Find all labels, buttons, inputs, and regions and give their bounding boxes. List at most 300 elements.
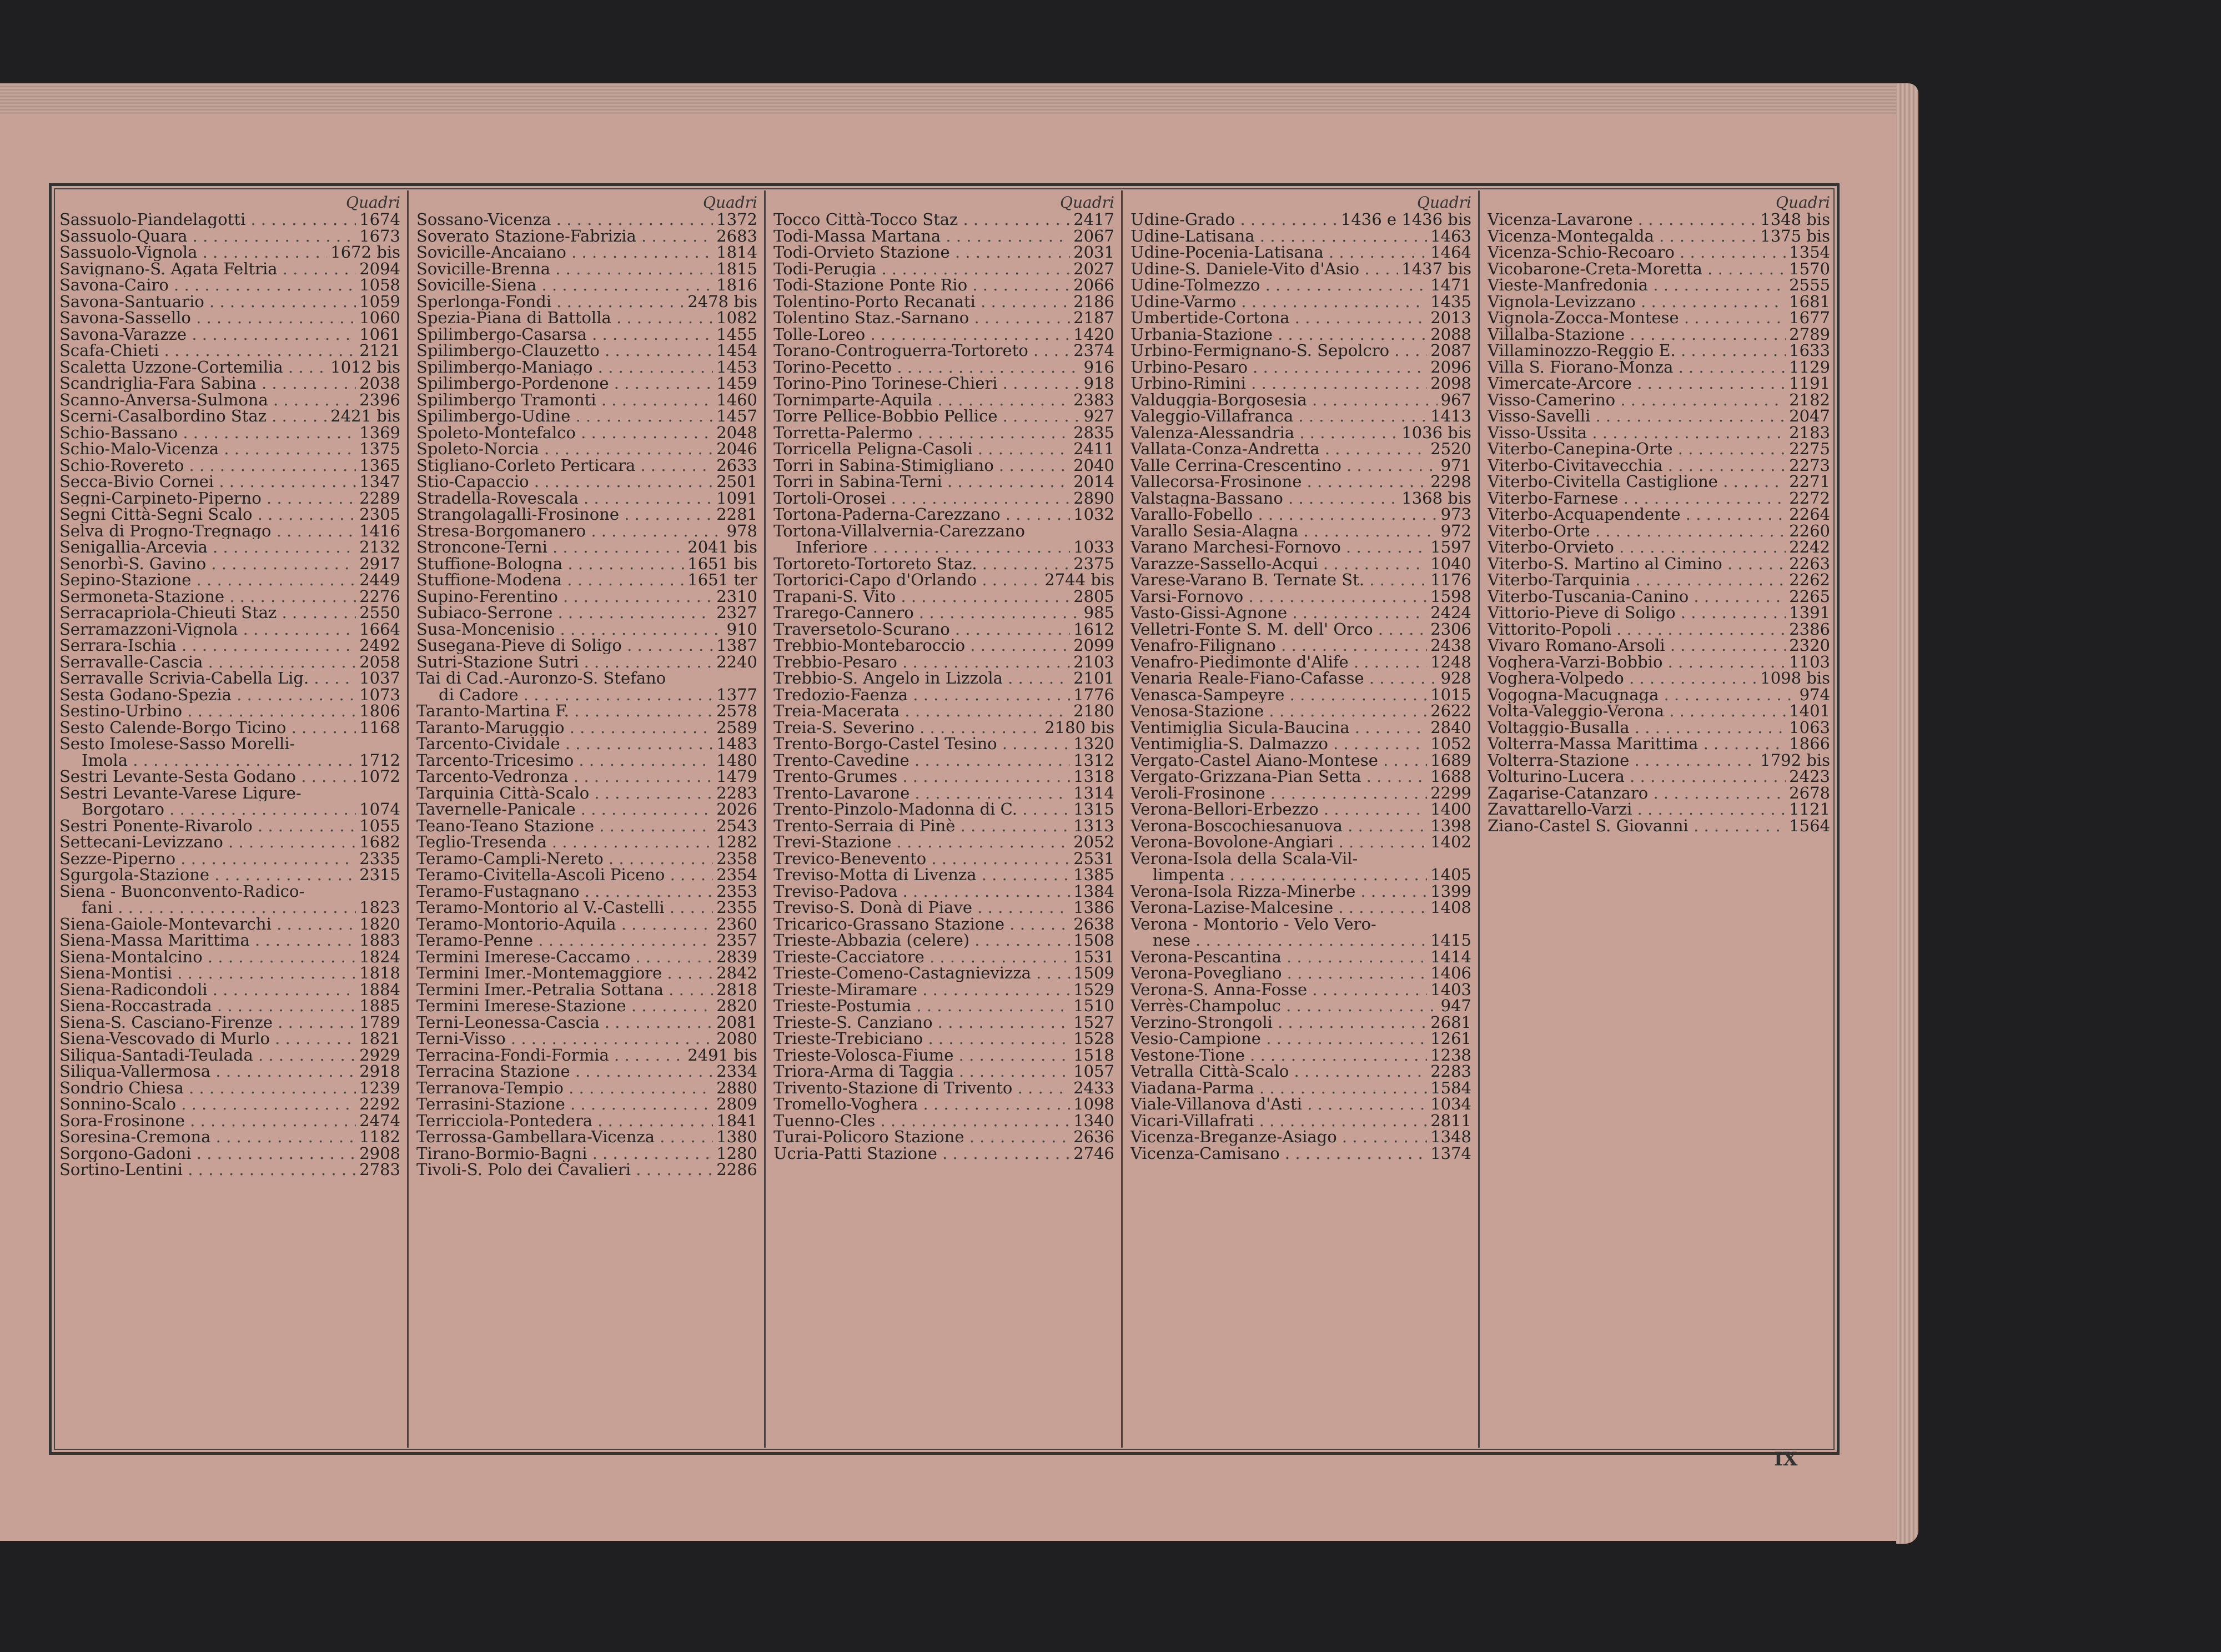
route-name: Vicenza-Schio-Recoaro . . . [1488,244,1786,261]
table-number: 1815 [716,259,757,278]
table-number: 1776 [1073,685,1114,704]
route-name: Vesio-Campione . . . [1130,1031,1427,1047]
route-name: Selva di Progno-Tregnago . . . [59,523,356,540]
route-name: Viterbo-Tuscania-Canino . . . [1488,589,1786,605]
route-name: Spilimbergo-Clauzetto . . . [416,343,713,359]
index-entry [59,408,400,425]
index-entry [1130,785,1471,802]
table-number: 2638 [1073,914,1114,933]
index-entry [773,408,1114,425]
index-entry [416,900,757,916]
column-header: Quadri [1417,193,1471,212]
table-number: 1318 [1073,767,1114,786]
route-name: Sutri-Stazione Sutri . . . [416,654,713,671]
table-number: 1103 [1789,652,1830,671]
index-entry [1488,818,1830,835]
route-name: Sesto Calende-Borgo Ticino . . . [59,720,356,736]
table-number: 1688 [1430,767,1471,786]
index-entry [1130,637,1471,654]
table-number: 1280 [716,1143,757,1163]
route-name: Venafro-Piedimonte d'Alife . . . [1130,654,1427,671]
route-name: Tortona-Villalvernia-Carezzano [773,523,1025,539]
route-name: Savona-Varazze . . . [59,327,356,343]
entry-list [59,212,400,1178]
index-entry [59,687,400,704]
table-number: 973 [1440,505,1471,524]
table-number: 1518 [1073,1045,1114,1064]
route-name: Torri in Sabina-Terni . . . [773,474,1070,490]
table-number: 2355 [716,898,757,917]
route-name: Tortoli-Orosei . . . [773,490,1070,507]
index-entry [1488,408,1830,425]
entry-list [773,212,1114,1162]
table-number: 1454 [716,341,757,360]
column-header: Quadri [346,193,400,212]
table-number: 2449 [359,570,400,589]
table-number: 928 [1440,669,1471,687]
route-name: Vestone-Tione . . . [1130,1047,1427,1064]
index-entry [773,949,1114,966]
route-name: Verona-Isola della Scala-Vil- [1130,850,1358,867]
index-column-5 [1480,190,1837,1448]
route-name: Tredozio-Faenza . . . [773,687,1070,704]
route-name: Scaletta Uzzone-Cortemilia . . . [59,359,327,376]
route-name: Serracapriola-Chieuti Staz . . . [59,605,356,621]
table-number: 1460 [716,390,757,409]
route-name: Treviso-Padova . . . [773,883,1070,900]
table-number: 2839 [716,947,757,966]
table-number: 1480 [716,750,757,770]
table-number: 1471 [1430,275,1471,294]
table-number: 918 [1083,374,1114,393]
index-entry [1130,851,1471,867]
index-entry [416,670,757,687]
route-name: Siena-Montisi . . . [59,965,356,982]
index-entry [1130,932,1471,949]
route-name: Trapani-S. Vito . . . [773,589,1070,605]
route-name: Senigallia-Arcevia . . . [59,539,356,556]
route-name: Trevico-Benevento . . . [773,851,1070,867]
index-entry [1130,441,1471,458]
table-number: 2360 [716,914,757,933]
route-name: Trebbio-Pesaro . . . [773,654,1070,671]
table-number: 1651 ter [687,570,757,589]
table-number: 1385 [1073,865,1114,884]
route-name: Viterbo-Orte . . . [1488,523,1786,540]
table-number: 974 [1799,685,1830,704]
table-number: 1673 [359,226,400,245]
index-entry [1488,425,1830,441]
table-number: 1313 [1073,816,1114,835]
route-name: Segni-Carpineto-Piperno . . . [59,490,356,507]
index-entry [1130,1031,1471,1047]
index-entry [1488,572,1830,589]
route-name: Trieste-Comeno-Castagnievizza . . . [773,965,1070,982]
route-name: Inferiore . . . [773,539,1070,556]
index-entry [59,736,400,752]
route-name: Spilimbergo-Casarsa . . . [416,327,713,343]
index-entry [416,1012,757,1032]
table-number: 2890 [1073,488,1114,508]
index-entry [416,490,757,507]
route-name: Vasto-Gissi-Agnone . . . [1130,605,1427,621]
table-number: 2273 [1789,455,1830,475]
route-name: Villalba-Stazione . . . [1488,327,1786,343]
timetable-index-frame [49,183,1840,1455]
route-name: Vogogna-Macugnaga . . . [1488,687,1796,704]
route-name: Triora-Arma di Taggia . . . [773,1063,1070,1080]
route-name: Secca-Bivio Cornei . . . [59,474,356,490]
table-number: 1598 [1430,586,1471,606]
table-number: 1401 [1789,701,1830,720]
index-entry [416,392,757,409]
index-entry [59,932,400,949]
table-number: 1816 [716,275,757,294]
table-number: 2353 [716,881,757,901]
index-entry [1488,294,1830,310]
index-entry [773,687,1114,704]
index-entry [59,375,400,392]
table-number: 2066 [1073,275,1114,294]
index-entry [416,801,757,818]
index-entry [1488,324,1830,344]
route-name: Teramo-Montorio al V.-Castelli . . . [416,900,713,916]
index-entry [1130,717,1471,737]
route-name: Trieste-Cacciatore . . . [773,949,1070,966]
table-number: 2080 [716,1029,757,1048]
table-number: 2917 [359,554,400,573]
table-number: 1063 [1789,717,1830,737]
index-entry [416,506,757,523]
route-name: Sezze-Piperno . . . [59,851,356,867]
route-name: Spoleto-Montefalco . . . [416,425,713,441]
route-name: Teramo-Civitella-Ascoli Piceno . . . [416,867,713,883]
route-name: Torricella Peligna-Casoli . . . [773,441,1070,458]
index-entry [773,932,1114,949]
index-entry [773,621,1114,638]
index-entry [59,818,400,835]
index-entry [416,244,757,261]
route-name: Vieste-Manfredonia . . . [1488,277,1786,294]
index-entry [1130,703,1471,720]
route-name: Vicenza-Montegalda . . . [1488,228,1757,245]
route-name: Udine-Grado . . . [1130,212,1338,228]
route-name: Tolentino-Porto Recanati . . . [773,294,1070,310]
table-number: 1413 [1430,406,1471,425]
route-name: Termini Imerese-Caccamo . . . [416,949,713,966]
index-entry [1488,717,1830,737]
table-number: 1883 [359,931,400,950]
entry-list [1130,212,1471,1162]
route-name: Trento-Lavarone . . . [773,785,1070,802]
route-name: Sgurgola-Stazione . . . [59,867,356,883]
index-entry [773,848,1114,868]
route-name: Vivaro Romano-Arsoli . . . [1488,637,1786,654]
index-entry [1130,212,1471,228]
table-number: 2058 [359,652,400,671]
table-number: 2027 [1073,259,1114,278]
index-entry [773,752,1114,769]
index-entry [416,883,757,900]
index-entry [416,228,757,245]
index-column-2 [409,190,766,1448]
table-number: 2880 [716,1078,757,1097]
table-number: 1320 [1073,734,1114,753]
index-entry [416,343,757,359]
index-entry [1130,752,1471,769]
index-entry [416,717,757,737]
table-number: 1664 [359,619,400,639]
route-name: Tortona-Paderna-Carezzano . . . [773,506,1070,523]
table-number: 2520 [1430,439,1471,458]
index-entry [59,586,400,606]
route-name: Urbania-Stazione . . . [1130,327,1427,343]
table-number: 2835 [1073,423,1114,442]
index-entry [1130,408,1471,425]
table-number: 2067 [1073,226,1114,245]
index-entry [1130,490,1471,507]
route-name: Scafa-Chieti . . . [59,343,356,359]
route-name: Viale-Villanova d'Asti . . . [1130,1096,1427,1113]
route-name: Borgotaro . . . [59,801,356,818]
route-name: Trento-Cavedine . . . [773,752,1070,769]
table-number: 2531 [1073,848,1114,868]
index-entry [773,1096,1114,1113]
route-name: Voghera-Volpedo . . . [1488,670,1757,687]
index-entry [416,556,757,573]
index-entry [416,834,757,851]
table-number: 1612 [1073,619,1114,639]
index-entry [59,621,400,638]
table-number: 2101 [1073,669,1114,687]
index-entry [773,834,1114,851]
index-entry [773,785,1114,802]
table-number: 2335 [359,848,400,868]
table-number: 2103 [1073,652,1114,671]
index-entry [416,637,757,654]
route-name: Susegana-Pieve di Soligo . . . [416,637,713,654]
index-entry [1130,375,1471,392]
table-number: 2789 [1789,324,1830,344]
table-number: 2038 [359,374,400,393]
route-name: Sovicille-Siena . . . [416,277,713,294]
route-name: Verona-Isola Rizza-Minerbe . . . [1130,883,1427,900]
table-number: 1238 [1430,1045,1471,1064]
table-number: 2805 [1073,586,1114,606]
table-number: 2842 [716,963,757,982]
route-name: Siliqua-Vallermosa . . . [59,1063,356,1080]
index-entry [416,1162,757,1178]
index-entry [1488,212,1830,228]
index-entry [773,539,1114,556]
table-number: 2633 [716,455,757,475]
table-number: 1674 [359,210,400,229]
route-name: Imola . . . [59,752,356,769]
route-name: Varazze-Sassello-Acqui . . . [1130,556,1427,573]
route-name: Todi-Orvieto Stazione . . . [773,244,1070,261]
table-number: 1824 [359,947,400,966]
table-number: 1402 [1430,832,1471,851]
index-entry [1130,1113,1471,1129]
index-entry [1488,785,1830,802]
index-entry [416,523,757,540]
index-entry [1130,1143,1471,1163]
index-entry [416,1113,757,1129]
index-entry [59,1113,400,1129]
index-entry [59,455,400,475]
route-name: Spilimbergo-Pordenone . . . [416,375,713,392]
route-name: Senorbì-S. Gavino . . . [59,556,356,573]
route-name: Trieste-Postumia . . . [773,998,1070,1015]
route-name: Verona - Montorio - Velo Vero- [1130,916,1376,932]
route-name: Termini Imer.-Montemaggiore . . . [416,965,713,982]
table-number: 1182 [359,1127,400,1146]
index-entry [416,1080,757,1097]
table-number: 1483 [716,734,757,753]
route-name: Scandriglia-Fara Sabina . . . [59,375,356,392]
index-entry [416,752,757,769]
index-entry [59,1063,400,1080]
route-name: Siena-Massa Marittima . . . [59,932,356,949]
route-name: Tortorici-Capo d'Orlando . . . [773,572,1041,589]
table-number: 2283 [1430,1062,1471,1081]
table-number: 2820 [716,996,757,1015]
index-entry [416,932,757,949]
table-number: 1082 [716,308,757,327]
index-entry [416,455,757,475]
route-name: Umbertide-Cortona . . . [1130,310,1427,327]
table-number: 2386 [1789,619,1830,639]
route-name: Vergato-Castel Aiano-Montese . . . [1130,752,1427,769]
table-number: 1059 [359,292,400,311]
index-entry [1488,455,1830,475]
index-entry [773,769,1114,785]
index-entry [59,949,400,966]
route-name: Verona-Povegliano . . . [1130,965,1427,982]
table-number: 2478 bis [687,292,757,311]
route-name: Venafro-Filignano . . . [1130,637,1427,654]
index-entry [416,586,757,606]
route-name: Udine-S. Daniele-Vito d'Asio . . . [1130,261,1398,278]
route-name: Veroli-Frosinone . . . [1130,785,1427,802]
route-name: Verona-S. Anna-Fosse . . . [1130,982,1427,998]
route-name: nese . . . [1130,932,1427,949]
table-number: 1072 [359,767,400,786]
index-entry [59,883,400,900]
table-number: 2421 bis [330,406,400,425]
table-number: 2031 [1073,243,1114,262]
route-name: Subiaco-Serrone . . . [416,605,713,621]
index-entry [1130,324,1471,344]
index-entry [59,752,400,769]
table-number: 2474 [359,1111,400,1130]
index-entry [773,261,1114,278]
route-name: Schio-Rovereto . . . [59,458,356,474]
route-name: Sestri Levante-Varese Ligure- [59,785,302,801]
route-name: Schio-Bassano . . . [59,425,356,441]
index-entry [416,474,757,490]
index-entry [1488,441,1830,458]
index-entry [59,572,400,589]
table-number: 1564 [1789,816,1830,835]
route-name: Savona-Santuario . . . [59,294,356,310]
index-entry [416,916,757,933]
route-name: Termini Imerese-Stazione . . . [416,998,713,1015]
index-entry [416,408,757,425]
index-entry [1488,392,1830,409]
index-entry [59,359,400,376]
index-entry [59,212,400,228]
route-name: Vicenza-Lavarone . . . [1488,212,1757,228]
table-number: 1032 [1073,505,1114,524]
index-entry [773,294,1114,310]
route-name: Vicari-Villafrati . . . [1130,1113,1427,1129]
index-entry [59,1012,400,1032]
index-entry [59,998,400,1015]
index-entry [1488,490,1830,507]
table-number: 2041 bis [687,538,757,556]
index-entry [1130,359,1471,376]
route-name: Voghera-Varzi-Bobbio . . . [1488,654,1786,671]
index-entry [773,277,1114,294]
index-entry [1488,523,1830,540]
table-number: 2578 [716,701,757,720]
table-number: 2501 [716,472,757,491]
index-entry [1130,539,1471,556]
index-entry [1488,244,1830,261]
table-number: 1789 [359,1012,400,1032]
table-number: 1885 [359,996,400,1015]
route-name: Sortino-Lentini . . . [59,1162,356,1178]
index-entry [1130,949,1471,966]
index-entry [59,539,400,556]
table-number: 1052 [1430,734,1471,753]
index-entry [59,392,400,409]
table-number: 2275 [1789,439,1830,458]
table-number: 1074 [359,800,400,819]
table-number: 2681 [1430,1012,1471,1032]
table-number: 1820 [359,914,400,933]
table-number: 2374 [1073,341,1114,360]
index-entry [59,848,400,868]
table-number: 2026 [716,800,757,819]
route-name: Venasca-Sampeyre . . . [1130,687,1427,704]
route-name: Spezia-Piana di Battolla . . . [416,310,713,327]
table-number: 2357 [716,931,757,950]
index-entry [1130,965,1471,982]
route-name: Volterra-Massa Marittima . . . [1488,736,1786,752]
table-number: 2096 [1430,357,1471,376]
route-name: Sestri Levante-Sesta Godano . . . [59,769,356,785]
table-number: 1398 [1430,816,1471,835]
route-name: Sondrio Chiesa . . . [59,1080,356,1097]
table-number: 2358 [716,848,757,868]
table-number: 2423 [1789,767,1830,786]
table-number: 2180 bis [1044,717,1114,737]
route-name: Trieste-Abbazia (celere) . . . [773,932,1070,949]
route-name: Trieste-Volosca-Fiume . . . [773,1047,1070,1064]
route-name: Voltaggio-Busalla . . . [1488,720,1786,736]
table-number: 1792 bis [1760,750,1830,770]
table-number: 2040 [1073,455,1114,475]
route-name: Trieste-Miramare . . . [773,982,1070,998]
index-entry [773,1031,1114,1047]
index-entry [1130,310,1471,327]
table-number: 1457 [716,406,757,425]
table-number: 1436 e 1436 bis [1340,210,1471,229]
route-name: fani . . . [59,900,356,916]
table-number: 1584 [1430,1078,1471,1097]
